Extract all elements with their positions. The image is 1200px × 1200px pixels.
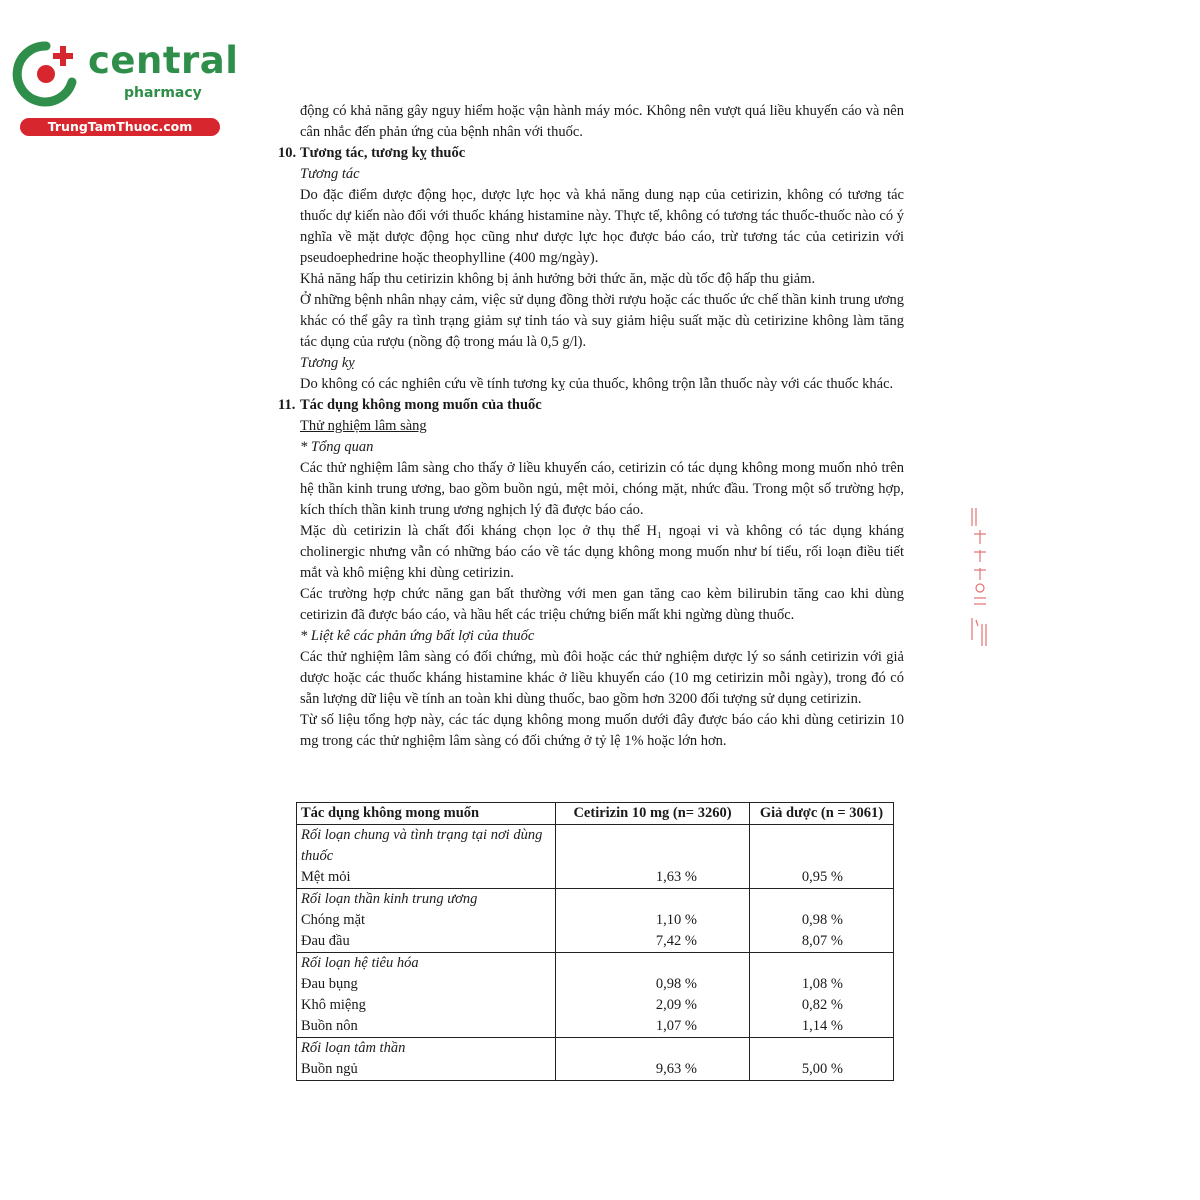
paragraph: Mặc dù cetirizin là chất đối kháng chọn lọc ở thụ thể H₁ ngoại vi và không có tác dụng kháng cholinergic nhưng vẫn có những báo cáo về tác dụng không mong muốn như bí tiểu, rối loạn điều tiết mắt và khô miệng khi dùng cetirizin. [300,523,904,581]
brand-subtitle: pharmacy [124,85,202,101]
cetirizin-value: 0,98 % [655,976,697,992]
table-group-row [297,825,894,889]
effect-name: Chóng mặt [301,912,366,928]
group-name: Rối loạn chung và tình trạng tại nơi dùng thuốc [301,827,543,864]
section-10-heading [278,143,904,164]
paragraph: Các thử nghiệm lâm sàng có đối chứng, mù đôi hoặc các thử nghiệm dược lý so sánh cetirizin với giả dược hoặc các thuốc kháng histamine khác ở liều khuyến cáo (10 mg cetirizin mỗi ngày), trong đó có sẵn lượng dữ liệu về tính an toàn khi dùng thuốc, bao gồm hơn 3200 đối tượng sử dụng cetirizin. [300,649,904,707]
paragraph: Do không có các nghiên cứu về tính tương kỵ của thuốc, không trộn lẫn thuốc này với các thuốc khác. [300,376,894,392]
group-name: Rối loạn thần kinh trung ương [301,891,478,907]
section-title: Tác dụng không mong muốn của thuốc [300,397,542,413]
column-header: Giả dược (n = 3061) [750,803,894,825]
paragraph-intro: động có khả năng gây nguy hiểm hoặc vận hành máy móc. Không nên vượt quá liều khuyến cáo và nên cân nhắc đến phản ứng của bệnh nhân với thuốc. [300,103,904,140]
subheading-incompatibilities: Tương kỵ [300,355,355,371]
table-header-row [297,803,894,825]
group-name: Rối loạn tâm thần [301,1040,406,1056]
section-11-heading [278,395,904,416]
column-header: Cetirizin 10 mg (n= 3260) [556,803,750,825]
placebo-value: 8,07 % [801,933,843,949]
paragraph: Các thử nghiệm lâm sàng cho thấy ở liều khuyến cáo, cetirizin có tác dụng không mong muốn nhỏ trên hệ thần kinh trung ương, bao gồm buồn ngủ, mệt mỏi, chóng mặt, nhức đầu. Trong một số trường hợp, kích thích thần kinh trung ương nghịch lý đã được báo cáo. [300,460,904,518]
effect-name: Khô miệng [301,997,366,1013]
pharmacy-cross-logo-icon [10,38,82,110]
table-group-row [297,1038,894,1081]
placebo-value: 1,08 % [801,976,843,992]
paragraph: Ở những bệnh nhân nhạy cảm, việc sử dụng đồng thời rượu hoặc các thuốc ức chế thần kinh trung ương khác có thể gây ra tình trạng giảm sự tỉnh táo và suy giảm hiệu suất mặc dù cetirizine không làm tăng tác dụng của rượu (nồng độ trong máu là 0,5 g/l). [300,292,904,350]
cetirizin-value: 9,63 % [655,1061,697,1077]
cetirizin-value: 1,10 % [655,912,697,928]
paragraph: Các trường hợp chức năng gan bất thường với men gan tăng cao kèm bilirubin tăng cao khi dùng cetirizin đã được báo cáo, và hầu hết các triệu chứng biến mất khi ngừng dùng thuốc. [300,586,904,623]
effect-name: Buồn nôn [301,1018,358,1034]
placebo-value: 0,95 % [801,869,843,885]
effect-name: Đau đầu [301,933,350,949]
subheading-overview: * Tổng quan [300,439,374,455]
cetirizin-value: 1,07 % [655,1018,697,1034]
brand-logo [10,38,239,138]
placebo-value: 0,98 % [801,912,843,928]
paragraph: Khả năng hấp thu cetirizin không bị ảnh hưởng bởi thức ăn, mặc dù tốc độ hấp thu giảm. [300,271,816,287]
paragraph: Từ số liệu tổng hợp này, các tác dụng không mong muốn dưới đây được báo cáo khi dùng cetirizin 10 mg trong các thử nghiệm lâm sàng có đối chứng ở tỷ lệ 1% hoặc lớn hơn. [300,712,904,749]
column-header: Tác dụng không mong muốn [297,803,556,825]
effect-name: Buồn ngủ [301,1061,358,1077]
approval-stamp-icon [966,500,992,650]
group-name: Rối loạn hệ tiêu hóa [301,955,419,971]
subheading-adverse-list: * Liệt kê các phản ứng bất lợi của thuốc [300,628,535,644]
adverse-effects-table [296,802,894,1081]
placebo-value: 5,00 % [801,1061,843,1077]
effect-name: Mệt mỏi [301,869,351,885]
placebo-value: 1,14 % [801,1018,843,1034]
cetirizin-value: 1,63 % [655,869,697,885]
section-title: Tương tác, tương kỵ thuốc [300,145,466,161]
table-group-row [297,889,894,953]
document-body [278,101,904,752]
brand-name: central [88,39,239,82]
cetirizin-value: 7,42 % [655,933,697,949]
table-group-row [297,953,894,1038]
section-number: 11. [278,397,296,413]
cetirizin-value: 2,09 % [655,997,697,1013]
brand-url[interactable]: TrungTamThuoc.com [20,118,220,136]
subheading-clinical-trials: Thử nghiệm lâm sàng [300,418,427,434]
section-number: 10. [278,145,297,161]
paragraph: Do đặc điểm dược động học, dược lực học và khả năng dung nạp của cetirizin, không có tương tác thuốc dự kiến nào đối với thuốc kháng histamine này. Thực tế, không có tương tác thuốc-thuốc nào có ý nghĩa về mặt dược động học cũng như dược lực học được báo cáo, trừ tương tác của cetirizin với pseudoephedrine hoặc theophylline (400 mg/ngày). [300,187,904,266]
effect-name: Đau bụng [301,976,358,992]
placebo-value: 0,82 % [801,997,843,1013]
subheading-interactions: Tương tác [300,166,360,182]
